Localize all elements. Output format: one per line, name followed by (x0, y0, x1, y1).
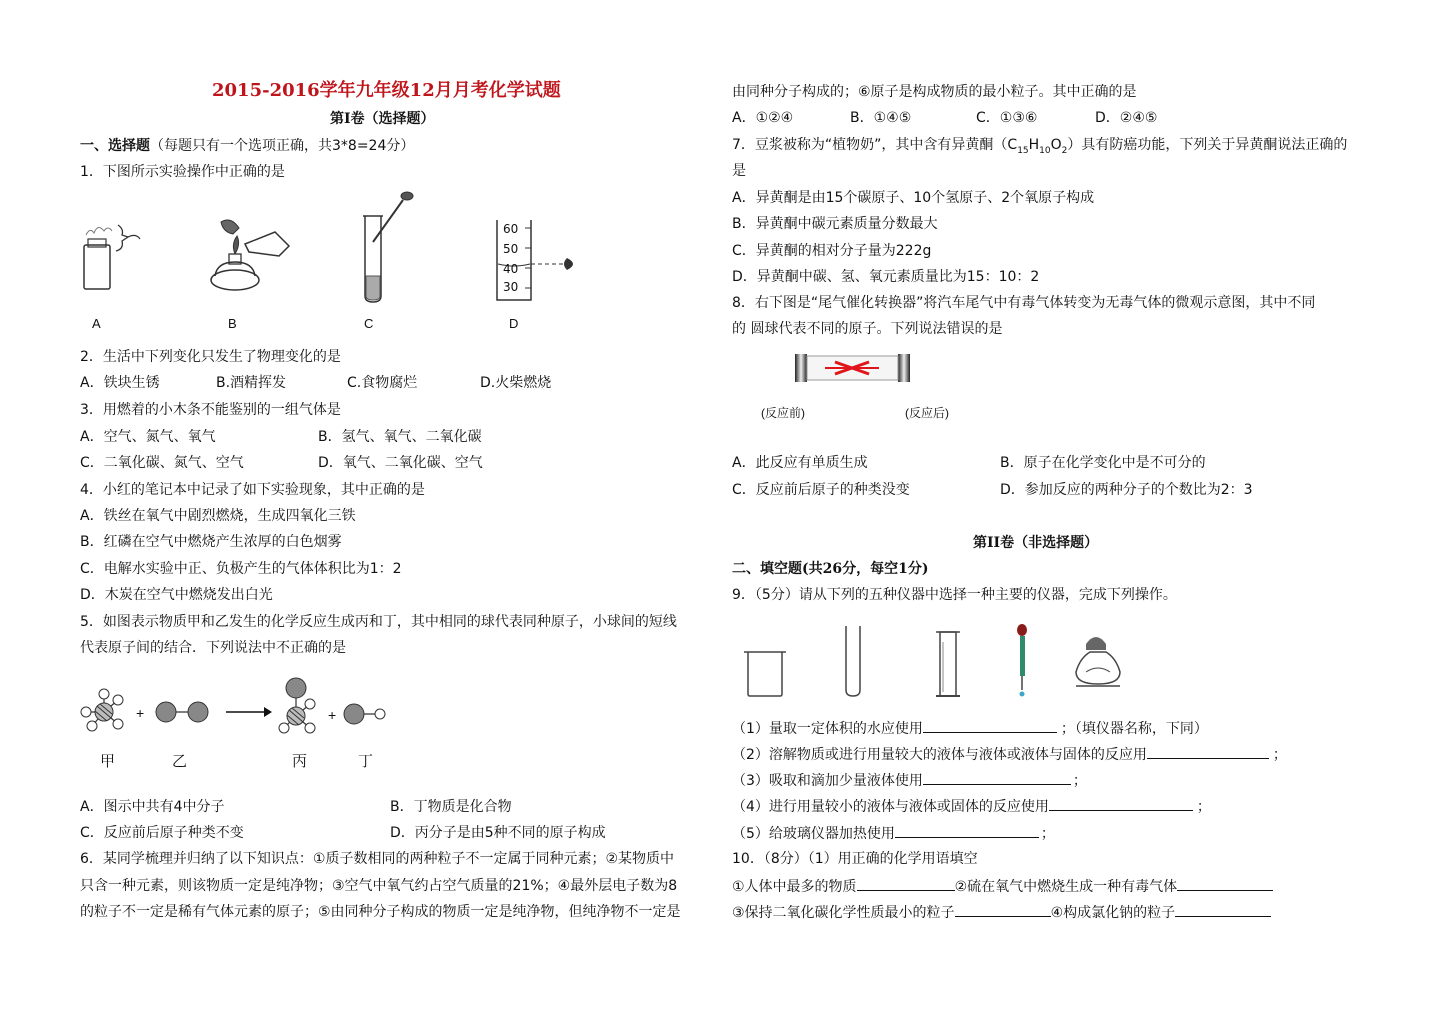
q7-option-d: D．异黄酮中碳、氢、氧元素质量比为15：10：2 (732, 269, 1040, 285)
q8-label-before: (反应前) (761, 406, 805, 420)
q5-label-jia: 甲 (100, 752, 116, 770)
q1-label-b: B (228, 316, 237, 331)
q7-sub-o: 2 (1061, 145, 1068, 156)
q3-option-a: A．空气、氮气、氧气 (80, 429, 216, 445)
q7-h: H (1028, 137, 1040, 153)
svg-text:+: + (328, 707, 337, 723)
q8-label-after: (反应后) (905, 406, 949, 420)
q8-option-a: A．此反应有单质生成 (732, 455, 868, 471)
q8-stem-line2: 的 圆球代表不同的原子。下列说法错误的是 (732, 321, 1003, 337)
q8-option-d: D．参加反应的两种分子的个数比为2：3 (1000, 482, 1253, 498)
q1-stem: 1．下图所示实验操作中正确的是 (80, 164, 285, 180)
q9-stem: 9．（5分）请从下列的五种仪器中选择一种主要的仪器，完成下列操作。 (732, 587, 1177, 603)
q6-option-b: B．①④⑤ (850, 110, 912, 126)
q10-blank-4[interactable] (1175, 902, 1271, 917)
q9-blank-3[interactable] (923, 770, 1071, 785)
q5-option-a: A．图示中共有4中分子 (80, 799, 225, 815)
q5-label-ding: 丁 (358, 752, 374, 770)
section1-note: （每题只有一个选项正确，共3*8=24分） (150, 138, 415, 154)
q5-stem-line2: 代表原子间的结合．下列说法中不正确的是 (80, 640, 346, 656)
q5-label-yi: 乙 (172, 752, 188, 770)
q9-blank-4[interactable] (1049, 796, 1193, 811)
q10-item-1: ①人体中最多的物质 (732, 879, 857, 895)
q8-option-b: B．原子在化学变化中是不可分的 (1000, 455, 1206, 471)
q4-option-b: B．红磷在空气中燃烧产生浓厚的白色烟雾 (80, 534, 342, 550)
q9-item-5-text: （5）给玻璃仪器加热使用 (732, 826, 895, 842)
q1-figure-b-lamp-lighting (205, 214, 295, 296)
q10-item-4: ④构成氯化钠的粒子 (1050, 905, 1176, 921)
q6-line3: 的粒子不一定是稀有气体元素的原子；⑤由同种分子构成的物质一定是纯净物，但纯净物不一定是 (80, 904, 681, 920)
q1-scale-60: 60 (503, 222, 519, 236)
q9-item-5-suffix: ； (1040, 826, 1055, 842)
part2-title: 第II卷（非选择题） (973, 535, 1099, 551)
q1-label-a: A (92, 316, 101, 331)
q10-blank-2[interactable] (1177, 876, 1273, 891)
section2-heading: 二、填空题(共26分，每空1分) (732, 561, 929, 577)
q9-item-1 (732, 718, 1208, 739)
q1-figure-a-smelling (78, 215, 148, 295)
q9-item-4-text: （4）进行用量较小的液体与液体或固体的反应使用 (732, 799, 1049, 815)
exam-title: 2015-2016学年九年级12月月考化学试题 (212, 80, 561, 101)
q9-item-2-suffix: ； (1272, 747, 1287, 763)
q4-stem: 4．小红的笔记本中记录了如下实验现象，其中正确的是 (80, 482, 425, 498)
q1-label-d: D (509, 316, 519, 331)
q5-option-c: C．反应前后原子种类不变 (80, 825, 244, 841)
q7-option-a: A．异黄酮是由15个碳原子、10个氢原子、2个氧原子构成 (732, 190, 1095, 206)
q7-o: O (1050, 137, 1062, 153)
q6-option-d: D．②④⑤ (1095, 110, 1158, 126)
q10-item-2: ②硫在氧气中燃烧生成一种有毒气体 (954, 879, 1178, 895)
q7-stem-line2: 是 (732, 163, 746, 179)
q9-item-2 (732, 744, 1287, 765)
section1-name: 一、选择题 (80, 138, 150, 154)
q1-figure-c-dropper (355, 192, 425, 304)
q7-option-c: C．异黄酮的相对分子量为222g (732, 243, 932, 259)
q6-line1: 6．某同学梳理并归纳了以下知识点：①质子数相同的两种粒子不一定属于同种元素；②某物质中 (80, 851, 675, 867)
q5-option-b: B．丁物质是化合物 (390, 799, 512, 815)
q2-option-d: D.火柴燃烧 (480, 375, 552, 391)
q9-item-3-suffix: ； (1072, 773, 1087, 789)
q7-sub-c: 15 (1017, 145, 1029, 156)
q9-blank-1[interactable] (923, 718, 1057, 733)
q7-stem-line1 (732, 135, 1347, 161)
q8-converter-diagram (795, 354, 910, 382)
q6-line4: 由同种分子构成的；⑥原子是构成物质的最小粒子。其中正确的是 (732, 84, 1137, 100)
q9-item-4-suffix: ； (1196, 799, 1211, 815)
q5-reaction-diagram (78, 676, 398, 746)
q10-item-3: ③保持二氧化碳化学性质最小的粒子 (732, 905, 955, 921)
q2-option-b: B.酒精挥发 (216, 375, 287, 391)
q10-blank-3[interactable] (955, 902, 1051, 917)
q3-option-d: D．氧气、二氧化碳、空气 (318, 455, 483, 471)
q8-stem-line1: 8．右下图是“尾气催化转换器”将汽车尾气中有毒气体转变为无毒气体的微观示意图，其中不同 (732, 295, 1316, 311)
q9-blank-5[interactable] (895, 823, 1039, 838)
q6-option-a: A．①②④ (732, 110, 794, 126)
q3-option-b: B．氢气、氧气、二氧化碳 (318, 429, 482, 445)
q7-option-b: B．异黄酮中碳元素质量分数最大 (732, 216, 938, 232)
q7-stem-a: 7．豆浆被称为“植物奶”，其中含有异黄酮（C (732, 137, 1018, 153)
q5-label-bing: 丙 (292, 752, 308, 770)
q9-item-5 (732, 823, 1055, 844)
q5-stem-line1: 5．如图表示物质甲和乙发生的化学反应生成丙和丁，其中相同的球代表同种原子，小球间的短线 (80, 614, 677, 630)
q10-row-2 (732, 902, 1271, 923)
q10-stem: 10．（8分）（1）用正确的化学用语填空 (732, 851, 978, 867)
q8-option-c: C．反应前后原子的种类没变 (732, 482, 910, 498)
q4-option-d: D．木炭在空气中燃烧发出白光 (80, 587, 273, 603)
part1-title: 第I卷（选择题） (330, 111, 435, 127)
q9-instruments-figure (740, 622, 1150, 702)
section1-heading (80, 136, 414, 156)
q2-stem: 2．生活中下列变化只发生了物理变化的是 (80, 349, 341, 365)
q7-sub-h: 10 (1039, 145, 1051, 156)
q10-blank-1[interactable] (857, 876, 955, 891)
q1-scale-40: 40 (503, 262, 519, 276)
q9-item-3-text: （3）吸取和滴加少量液体使用 (732, 773, 923, 789)
q9-item-1-suffix: ；（填仪器名称，下同） (1060, 721, 1208, 737)
q9-item-3 (732, 770, 1087, 791)
q2-option-a: A．铁块生锈 (80, 375, 160, 391)
q1-scale-30: 30 (503, 280, 519, 294)
q9-item-2-text: （2）溶解物质或进行用量较大的液体与液体或液体与固体的反应用 (732, 747, 1147, 763)
q4-option-a: A．铁丝在氧气中剧烈燃烧，生成四氧化三铁 (80, 508, 356, 524)
q9-item-4 (732, 796, 1211, 817)
q1-label-c: C (364, 316, 374, 331)
q5-option-d: D．丙分子是由5种不同的原子构成 (390, 825, 606, 841)
q3-option-c: C．二氧化碳、氮气、空气 (80, 455, 244, 471)
svg-text:+: + (136, 705, 145, 721)
q6-line2: 只含一种元素，则该物质一定是纯净物；③空气中氧气约占空气质量的21%；④最外层电子数为8 (80, 878, 678, 894)
q9-blank-2[interactable] (1147, 744, 1269, 759)
q9-item-1-text: （1）量取一定体积的水应使用 (732, 721, 923, 737)
q4-option-c: C．电解水实验中正、负极产生的气体体积比为1：2 (80, 561, 402, 577)
q3-stem: 3．用燃着的小木条不能鉴别的一组气体是 (80, 402, 341, 418)
q2-option-c: C.食物腐烂 (347, 375, 418, 391)
q6-option-c: C．①③⑥ (976, 110, 1038, 126)
q1-scale-50: 50 (503, 242, 519, 256)
q10-row-1 (732, 876, 1273, 897)
q7-stem-b: ）具有防癌功能，下列关于异黄酮说法正确的 (1067, 137, 1348, 153)
